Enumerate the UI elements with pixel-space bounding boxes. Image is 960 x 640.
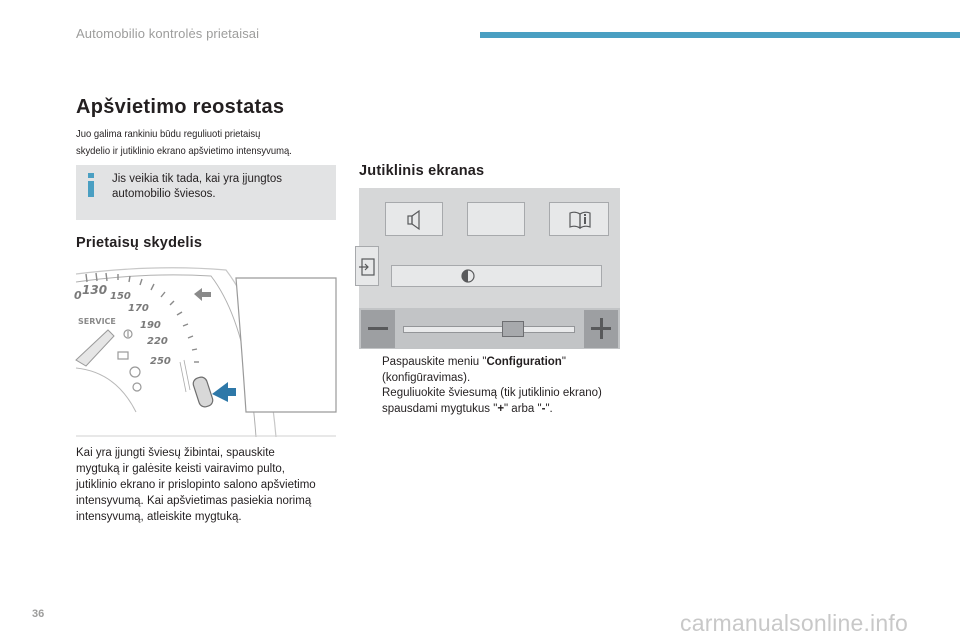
- exit-icon: [356, 247, 380, 287]
- gauge-label: 0: [74, 289, 82, 302]
- instrument-cluster-illustration: [76, 262, 336, 437]
- gauge-label: 220: [147, 336, 168, 347]
- increase-brightness-button[interactable]: [584, 310, 618, 348]
- instruction-line: jutiklinio ekrano ir prislopinto salono apšvietimo: [76, 479, 316, 491]
- page-title: Apšvietimo reostatas: [76, 96, 285, 118]
- list-item: Reguliuokite šviesumą (tik jutiklinio ekrano) spausdami mygtukus "+" arba "-".: [382, 387, 602, 415]
- gauge-label: 190: [140, 320, 161, 331]
- brightness-slider-track[interactable]: [403, 326, 575, 333]
- minus-icon: [368, 327, 388, 330]
- section-title-touch-screen: Jutiklinis ekranas: [359, 163, 485, 179]
- page-header-title: Automobilio kontrolės prietaisai: [76, 26, 260, 41]
- watermark: carmanualsonline.info: [680, 610, 908, 636]
- header-accent-bar: [480, 32, 960, 38]
- decrease-brightness-button[interactable]: [361, 310, 395, 348]
- info-line: Jis veikia tik tada, kai yra įjungtos: [112, 173, 283, 185]
- instruction-line: Kai yra įjungti šviesų žibintai, spauskite: [76, 447, 275, 459]
- blank-menu-button[interactable]: [467, 202, 525, 236]
- gauge-label: 150: [110, 291, 131, 302]
- gauge-label: 170: [128, 303, 149, 314]
- intro-paragraph: [76, 126, 319, 160]
- brightness-slider-thumb[interactable]: [502, 321, 524, 337]
- manual-menu-button[interactable]: [549, 202, 609, 236]
- gauge-label: 130: [82, 283, 108, 297]
- audio-menu-button[interactable]: [385, 202, 443, 236]
- brightness-icon: [392, 266, 603, 288]
- service-label: SERVICE: [78, 317, 116, 326]
- gauge-label: 250: [150, 356, 171, 367]
- touch-screen-illustration: [359, 188, 620, 349]
- section-title-instrument-panel: Prietaisų skydelis: [76, 235, 203, 251]
- info-note: [76, 165, 336, 220]
- intro-line: Juo galima rankiniu būdu reguliuoti prietaisų: [76, 128, 261, 140]
- info-line: automobilio šviesos.: [112, 188, 216, 200]
- brightness-field[interactable]: [391, 265, 602, 287]
- instruction-line: intensyvumą, atleiskite mygtuką.: [76, 511, 242, 523]
- list-item: Paspauskite meniu "Configuration" (konfigūravimas).: [382, 356, 566, 384]
- book-info-icon: [550, 203, 610, 237]
- info-note-text: [112, 172, 327, 202]
- instruction-line: intensyvumą. Kai apšvietimas pasiekia norimą: [76, 495, 312, 507]
- info-icon: [86, 173, 96, 197]
- brightness-slider-row: [359, 308, 620, 349]
- instrument-panel-instructions: [76, 445, 338, 525]
- page-number: 36: [32, 608, 45, 620]
- speaker-icon: [386, 203, 444, 237]
- instruction-line: mygtuką ir galėsite keisti vairavimo pulto,: [76, 463, 285, 475]
- intro-line: skydelio ir jutiklinio ekrano apšvietimo intensyvumą.: [76, 145, 292, 157]
- exit-button[interactable]: [355, 246, 379, 286]
- touch-screen-instructions: [359, 355, 629, 417]
- configuration-menu-label: Configuration: [486, 356, 562, 368]
